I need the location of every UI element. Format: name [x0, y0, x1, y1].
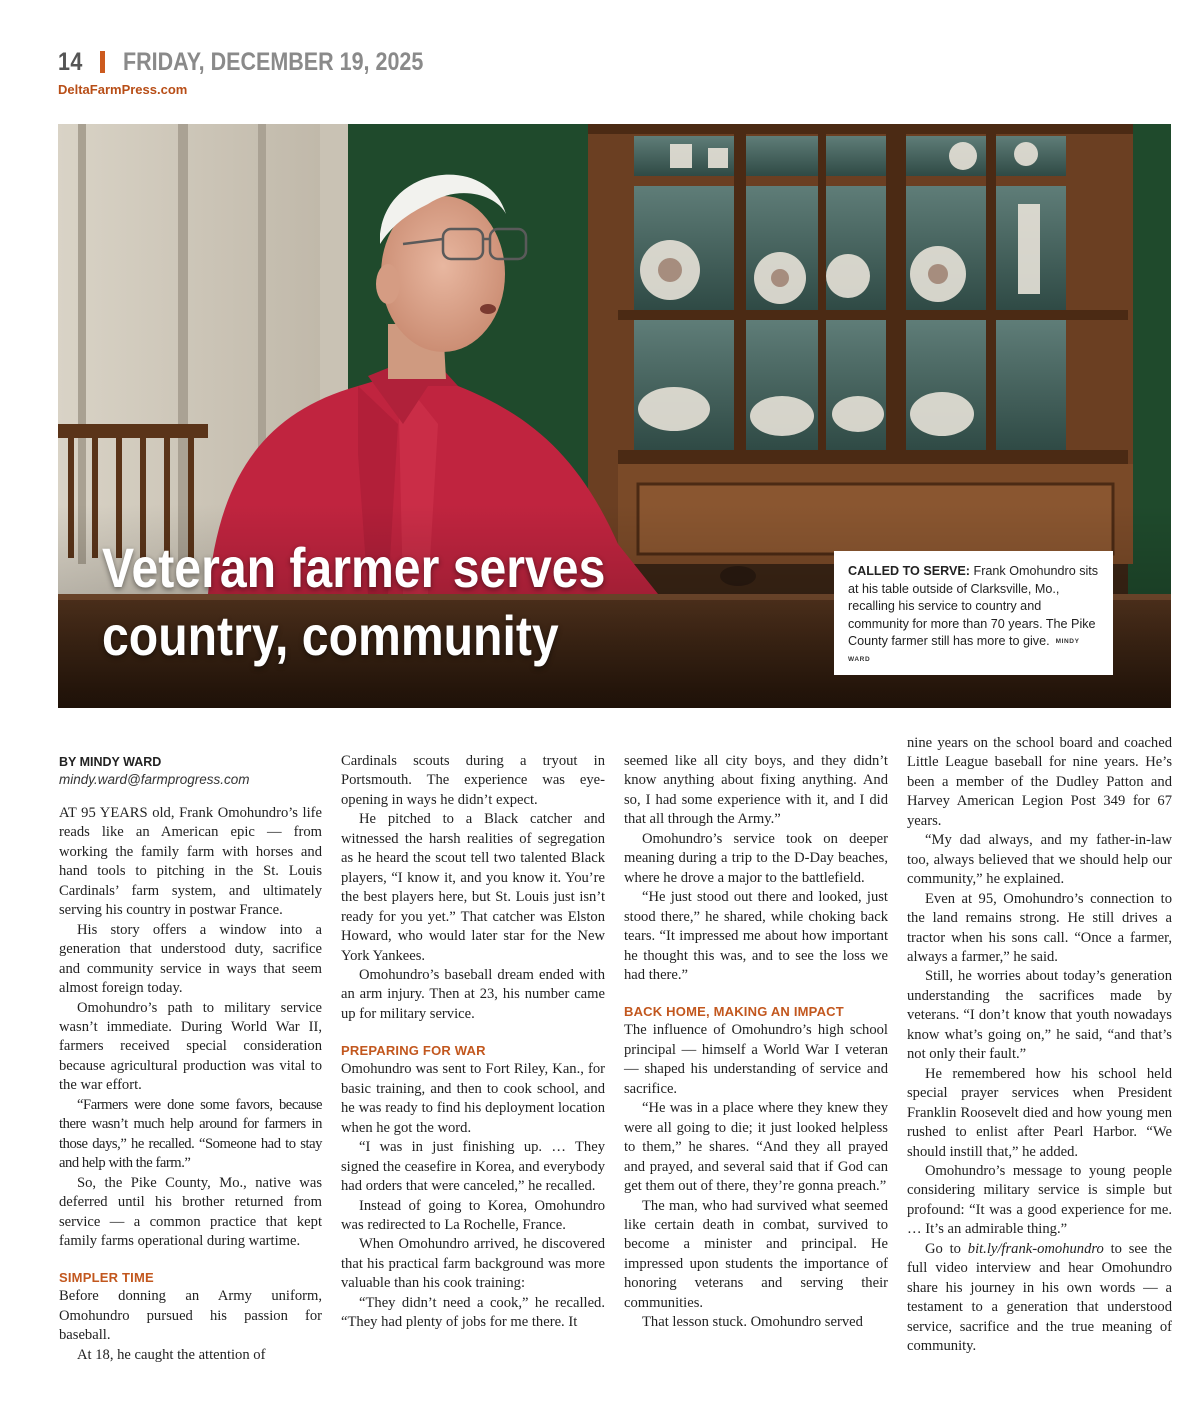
paragraph: The man, who had survived what seemed like certain death in combat, survived to become a minister and principal. He impressed upon students the importance of honoring veterans and serving their communities. — [624, 1197, 888, 1311]
site-url[interactable]: DeltaFarmPress.com — [58, 82, 188, 97]
paragraph: “My dad always, and my father-in-law too, always believed that we should help our community,” he explained. — [907, 832, 1172, 888]
paragraph: Omohundro’s path to military service wasn’t immediate. During World War II, farmers received special consideration because agricultural production was vital to the war effort. — [59, 999, 322, 1094]
paragraph: Instead of going to Korea, Omohundro was redirected to La Rochelle, France. — [341, 1197, 605, 1233]
paragraph: He pitched to a Black catcher and witnessed the harsh realities of segregation as he heard the scout tell two talented Black players, “I know it, and you know it. You’re the best players here, but St. Louis just isn’t ready for you yet.” That catcher was Elston Howard, who would later star for the New York Yankees. — [341, 811, 605, 964]
subhead: BACK HOME, MAKING AN IMPACT — [624, 1004, 844, 1020]
paragraph: nine years on the school board and coached Little League baseball for nine years. He’s been a member of the Dudley Patton and Harvey American Legion Post 349 for 67 years. — [907, 735, 1172, 829]
paragraph: Omohundro’s service took on deeper meaning during a trip to the D-Day beaches, where he drove a major to the battlefield. — [624, 830, 888, 886]
paragraph: Omohundro was sent to Fort Riley, Kan., for basic training, and then to cook school, and he was ready to find his deployment location when he got the word. — [341, 1061, 605, 1136]
paragraph: “I was in just finishing up. … They signed the ceasefire in Korea, and everybody had orders that were canceled,” he recalled. — [341, 1139, 605, 1195]
paragraph-text: Go to — [925, 1240, 968, 1257]
paragraph: At 18, he caught the attention of — [77, 1346, 266, 1363]
article-column-3 — [624, 752, 888, 1333]
caption-text: Frank Omohundro sits at his table outside of Clarksville, Mo., recalling his service to country and community for more than 70 years. The Pike County farmer still has more to give. — [848, 564, 1099, 649]
byline: BY MINDY WARD — [59, 755, 162, 769]
paragraph: Still, he worries about today’s generation understanding the sacrifices made by veterans. “I don’t know that youth nowadays know what’s going on,” he said, “and that’s not only their fault.” — [907, 968, 1172, 1063]
subhead: PREPARING FOR WAR — [341, 1043, 486, 1059]
paragraph: Omohundro’s baseball dream ended with an arm injury. Then at 23, his number came up for military service. — [341, 966, 605, 1022]
paragraph — [59, 804, 322, 921]
paragraph: “He was in a place where they knew they were all going to die; it just looked helpless to them,” he shares. “And they all prayed and prayed, and several said that if God can get them out of there, they’re gonna preach.” — [624, 1100, 888, 1195]
paragraph-text: old, Frank Omohundro’s life reads like an American epic — from working the family farm with horses and hand tools to pitching in the St. Louis Cardinals’ farm system, and ultimately serving his country in postwar France. — [59, 805, 322, 919]
page-header — [58, 44, 472, 80]
paragraph — [907, 1240, 1172, 1357]
paragraph: seemed like all city boys, and they didn’t know anything about fixing anything. And so, I had some experience with it, and I did that all through the Army.” — [624, 753, 888, 828]
page-number: 14 — [58, 47, 83, 76]
header-divider — [100, 51, 105, 73]
author-email[interactable]: mindy.ward@farmprogress.com — [59, 772, 250, 787]
paragraph: “Farmers were done some favors, because there wasn’t much help around for farmers in those days,” he recalled. “Someone had to stay and help with the farm.” — [59, 1096, 322, 1172]
paragraph: His story offers a window into a generation that understood duty, sacrifice and community service in ways that seem almost foreign today. — [59, 921, 322, 997]
paragraph: Omohundro’s message to young people considering military service is simple but profound: “It was a good experience for me. … It’s an admirable thing.” — [907, 1162, 1172, 1238]
issue-date: FRIDAY, DECEMBER 19, 2025 — [123, 47, 424, 76]
paragraph: So, the Pike County, Mo., native was deferred until his brother returned from service — a common practice that kept family farms operational during wartime. — [59, 1174, 322, 1249]
paragraph: Cardinals scouts during a tryout in Portsmouth. The experience was eye-opening in ways he didn’t expect. — [341, 753, 605, 808]
paragraph: Even at 95, Omohundro’s connection to the land remains strong. He still drives a tractor when his sons call. “Once a farmer, always a farmer,” he said. — [907, 890, 1172, 965]
headline — [102, 534, 618, 670]
paragraph: The influence of Omohundro’s high school principal — himself a World War I veteran — shaped his understanding of service and sacrifice. — [624, 1022, 888, 1097]
paragraph: When Omohundro arrived, he discovered that his practical farm background was more valuable than his cook training: — [341, 1236, 605, 1292]
video-link[interactable]: bit.ly/frank-omohundro — [967, 1240, 1104, 1257]
paragraph-text: to see the full video interview and hear Omohundro share his journey in his own words — a testament to a generation that understood service, sacrifice and the true meaning of community. — [907, 1240, 1173, 1355]
caption-label: CALLED TO SERVE: — [848, 564, 970, 578]
lead-in: AT 95 YEARS — [59, 805, 148, 821]
paragraph: That lesson stuck. Omohundro served — [642, 1314, 863, 1331]
photo-caption — [834, 551, 1113, 675]
article-column-2 — [341, 752, 605, 1333]
paragraph: He remembered how his school held special prayer services when President Franklin Roosevelt died and how young men rushed to enlist after Pearl Harbor. “We should instill that,” he added. — [907, 1065, 1172, 1160]
paragraph: Before donning an Army uniform, Omohundro pursued his passion for baseball. — [59, 1288, 322, 1344]
paragraph: “He just stood out there and looked, just stood there,” he shared, while choking back tears. “It impressed me about how important he thought this was, and to see the loss we had there.” — [624, 889, 888, 983]
subhead: SIMPLER TIME — [59, 1270, 154, 1286]
hero-photo — [58, 124, 1171, 708]
headline-line-1: Veteran farmer serves — [102, 536, 606, 599]
photo-credit: MINDY WARD — [848, 638, 1080, 663]
article-column-1 — [59, 752, 322, 1365]
paragraph: “They didn’t need a cook,” he recalled. “They had plenty of jobs for me there. It — [341, 1294, 605, 1331]
article-column-4 — [907, 734, 1172, 1357]
headline-line-2: country, community — [102, 604, 559, 667]
